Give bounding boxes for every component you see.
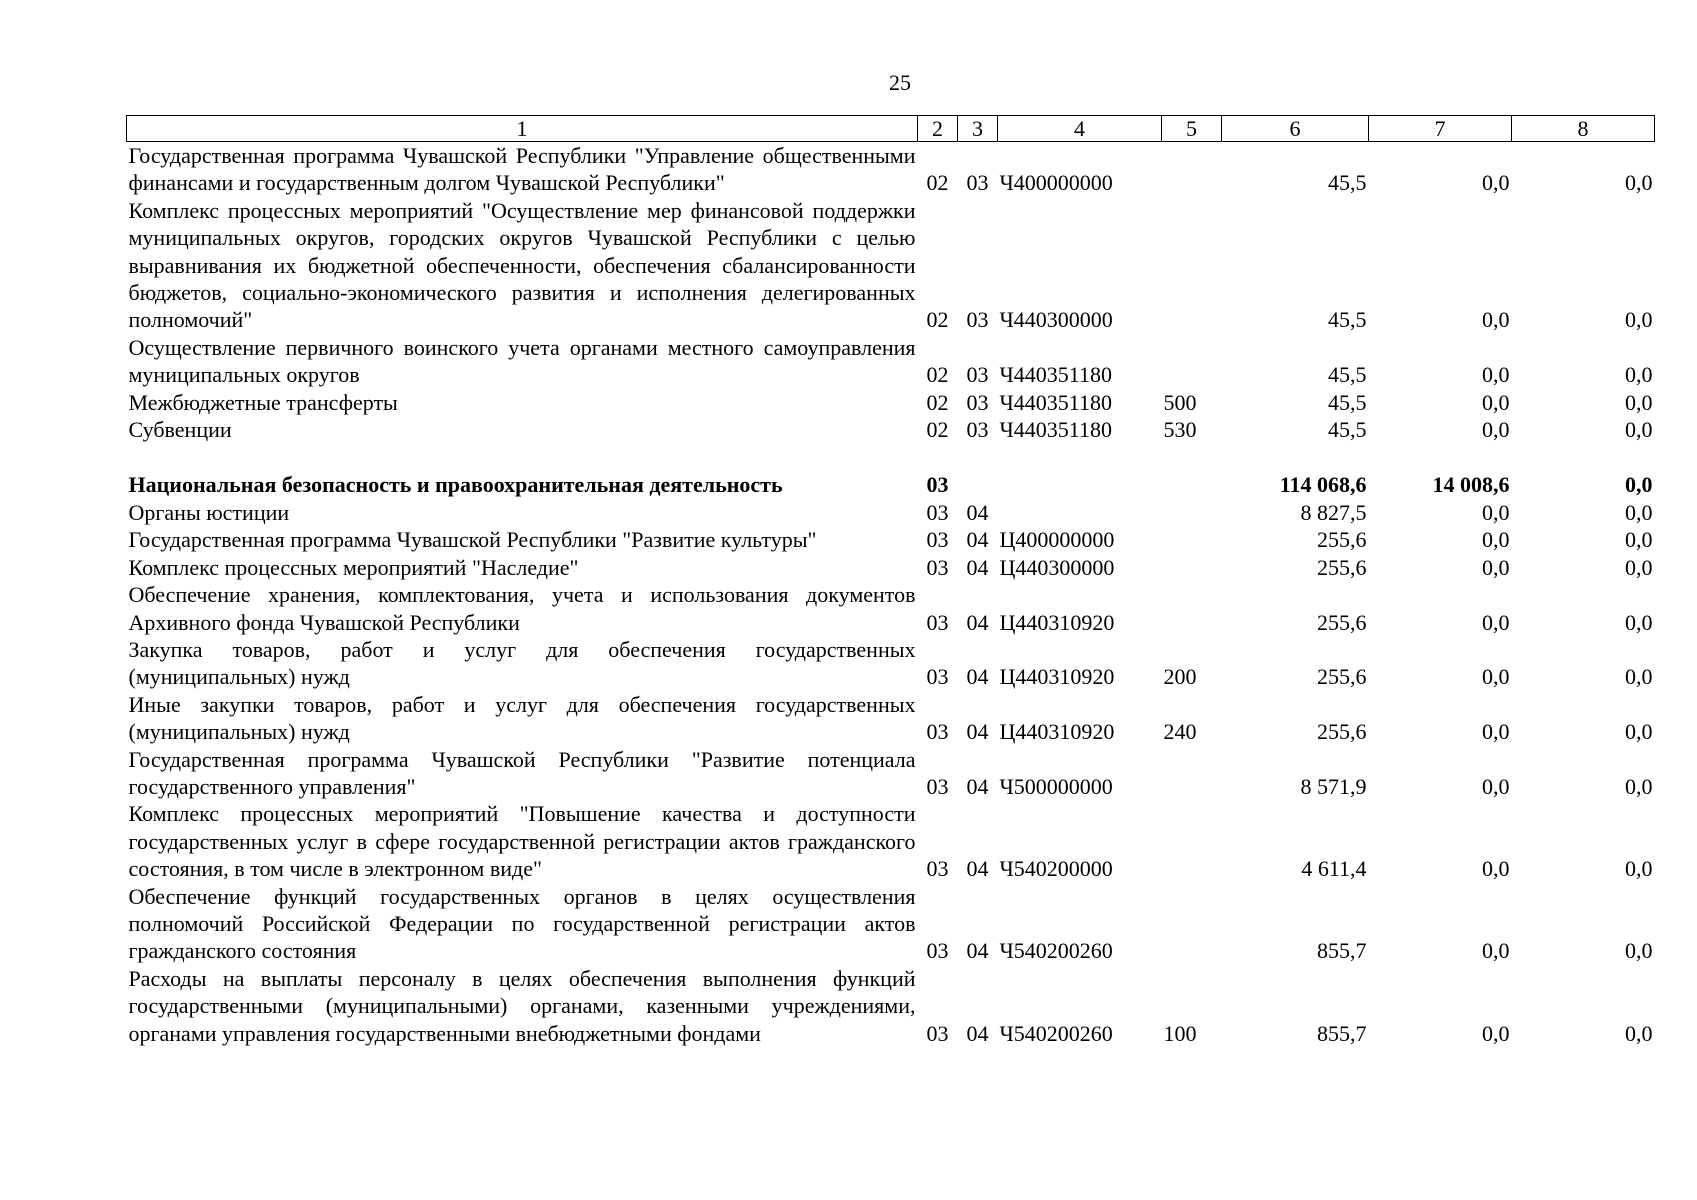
col-8: 0,0: [1625, 1020, 1653, 1046]
col-4: Ч540200000: [999, 856, 1113, 882]
header-cell: 2: [918, 116, 958, 142]
col-5: 200: [1163, 664, 1197, 690]
col-3: 04: [966, 664, 989, 690]
col-3: 03: [966, 307, 989, 333]
col-3: [958, 471, 998, 498]
col-8: 0,0: [1625, 938, 1653, 964]
col-5: [1162, 526, 1222, 553]
table-row: [127, 554, 1655, 581]
col-5: [1162, 581, 1222, 636]
col-3: 03: [966, 417, 989, 443]
col-6: 45,5: [1328, 417, 1367, 443]
col-3: 04: [966, 609, 989, 635]
col-7: 0,0: [1482, 417, 1510, 443]
col-3: 04: [966, 773, 989, 799]
row-name: Комплекс процессных мероприятий "Осуществление мер финансовой поддержки муниципальных округов, городских округов Чувашской Республики с целью выравнивания их бюджетной обеспеченности, обеспечения сбалансированности бюджетов, социально-экономического развития и исполнения делегированных полномочий": [128, 197, 916, 333]
header-cell: 4: [998, 116, 1162, 142]
col-4: Ц440310920: [999, 719, 1115, 745]
col-2: 02: [926, 170, 949, 196]
col-4: Ч440351180: [999, 417, 1112, 443]
col-6: 45,5: [1328, 170, 1367, 196]
col-8: 0,0: [1625, 362, 1653, 388]
col-5: [1162, 554, 1222, 581]
table-row: [127, 197, 1655, 334]
col-6: 8 827,5: [1300, 499, 1367, 525]
col-5: [1162, 334, 1222, 389]
col-5: 530: [1163, 417, 1197, 443]
col-2: 03: [926, 554, 949, 580]
col-8: 0,0: [1625, 856, 1653, 882]
table-row: [127, 142, 1655, 197]
table-row: [127, 636, 1655, 691]
col-7: 0,0: [1482, 389, 1510, 415]
table-row: [127, 691, 1655, 746]
col-8: 0,0: [1625, 609, 1653, 635]
col-2: 02: [926, 362, 949, 388]
col-6: 855,7: [1317, 938, 1367, 964]
col-6: 255,6: [1317, 719, 1367, 745]
col-4: Ч500000000: [999, 773, 1113, 799]
col-2: 03: [926, 719, 949, 745]
col-6: 114 068,6: [1279, 472, 1367, 498]
col-2: 03: [926, 664, 949, 690]
col-4: [998, 471, 1162, 498]
header-cell: 8: [1512, 116, 1655, 142]
row-name: Обеспечение хранения, комплектования, учета и использования документов Архивного фонда Чувашской Республики: [128, 582, 916, 635]
col-8: 0,0: [1625, 389, 1653, 415]
col-8: 0,0: [1625, 554, 1653, 580]
row-name: Государственная программа Чувашской Республики "Развитие культуры": [128, 527, 817, 553]
col-5: 240: [1163, 719, 1197, 745]
table-row: [127, 416, 1655, 443]
table-row: [127, 746, 1655, 801]
col-7: 0,0: [1482, 554, 1510, 580]
table-row: [127, 499, 1655, 526]
col-6: 855,7: [1317, 1020, 1367, 1046]
table-row: [127, 334, 1655, 389]
col-6: 45,5: [1328, 389, 1367, 415]
budget-table: [126, 115, 1655, 1047]
col-2: 02: [926, 389, 949, 415]
row-name: Государственная программа Чувашской Республики "Управление общественными финансами и государственным долгом Чувашской Республики": [128, 143, 916, 196]
col-5: [1162, 499, 1222, 526]
section-spacer: [127, 443, 1655, 471]
col-4: Ц440310920: [999, 609, 1115, 635]
row-name: Расходы на выплаты персоналу в целях обеспечения выполнения функций государственными (муниципальными) органами, казенными учреждениями, органами управления государственными внебюджетными фондами: [128, 965, 916, 1046]
header-cell: 1: [127, 116, 918, 142]
row-name: Комплекс процессных мероприятий "Повышение качества и доступности государственных услуг в сфере государственной регистрации актов гражданского состояния, в том числе в электронном виде": [128, 801, 916, 882]
row-name: Национальная безопасность и правоохранительная деятельность: [128, 472, 783, 498]
col-6: 255,6: [1317, 527, 1367, 553]
col-3: 03: [966, 170, 989, 196]
col-4: Ц440310920: [999, 664, 1115, 690]
header-row: [127, 116, 1655, 142]
row-name: Осуществление первичного воинского учета органами местного самоуправления муниципальных округов: [128, 334, 916, 388]
col-3: 03: [966, 362, 989, 388]
table-row: [127, 965, 1655, 1047]
row-name: Межбюджетные трансферты: [128, 389, 398, 415]
col-8: 0,0: [1625, 719, 1653, 745]
row-name: Закупка товаров, работ и услуг для обеспечения государственных (муниципальных) нужд: [128, 636, 916, 690]
row-name: Обеспечение функций государственных органов в целях осуществления полномочий Российской Федерации по государственной регистрации актов гражданского состояния: [128, 883, 916, 964]
row-name: Государственная программа Чувашской Республики "Развитие потенциала государственного управления": [128, 746, 916, 799]
col-5: [1162, 800, 1222, 882]
row-name: Органы юстиции: [128, 499, 290, 525]
page-number: 25: [889, 70, 911, 95]
col-3: 04: [966, 856, 989, 882]
col-6: 4 611,4: [1301, 856, 1367, 882]
col-2: 03: [926, 1020, 949, 1046]
col-2: 03: [926, 938, 949, 964]
col-7: 0,0: [1482, 1020, 1510, 1046]
col-4: Ц400000000: [999, 527, 1115, 553]
col-3: 04: [966, 499, 989, 525]
col-3: 03: [966, 389, 989, 415]
col-8: 0,0: [1625, 499, 1653, 525]
col-7: 0,0: [1482, 609, 1510, 635]
col-6: 45,5: [1328, 307, 1367, 333]
col-6: 255,6: [1317, 554, 1367, 580]
col-4: Ц440300000: [999, 554, 1115, 580]
col-6: 255,6: [1317, 664, 1367, 690]
col-5: [1162, 142, 1222, 197]
col-6: 45,5: [1328, 362, 1367, 388]
header-cell: 3: [958, 116, 998, 142]
col-5: 100: [1163, 1020, 1197, 1046]
header-cell: 5: [1162, 116, 1222, 142]
col-4: Ч400000000: [999, 170, 1113, 196]
col-7: 0,0: [1482, 527, 1510, 553]
col-8: 0,0: [1625, 773, 1653, 799]
col-2: 03: [926, 527, 949, 553]
table-row: [127, 883, 1655, 965]
col-5: [1162, 746, 1222, 801]
col-8: 0,0: [1625, 664, 1653, 690]
col-4: Ч540200260: [999, 938, 1113, 964]
col-4: Ч440300000: [999, 307, 1113, 333]
table-body: [127, 142, 1655, 1048]
row-name: Иные закупки товаров, работ и услуг для обеспечения государственных (муниципальных) нужд: [128, 691, 916, 745]
col-4: Ч440351180: [999, 362, 1112, 388]
col-6: 255,6: [1317, 609, 1367, 635]
col-8: 0,0: [1625, 417, 1653, 443]
col-7: 0,0: [1482, 499, 1510, 525]
col-7: 0,0: [1482, 170, 1510, 196]
col-2: 03: [926, 773, 949, 799]
table-row: [127, 581, 1655, 636]
col-3: 04: [966, 527, 989, 553]
col-2: 03: [926, 499, 949, 525]
spacer-cell: [127, 443, 1655, 471]
header-cell: 7: [1369, 116, 1512, 142]
col-8: 0,0: [1625, 472, 1653, 498]
col-8: 0,0: [1625, 307, 1653, 333]
col-5: [1162, 883, 1222, 965]
table-row: [127, 800, 1655, 882]
col-7: 0,0: [1482, 938, 1510, 964]
col-3: 04: [966, 938, 989, 964]
row-name: Комплекс процессных мероприятий "Наследие": [128, 554, 579, 580]
col-7: 0,0: [1482, 307, 1510, 333]
table-row: [127, 389, 1655, 416]
table-row: [127, 526, 1655, 553]
col-2: 02: [926, 417, 949, 443]
col-2: 03: [926, 472, 949, 498]
col-2: 03: [926, 609, 949, 635]
col-5: [1162, 197, 1222, 334]
col-6: 8 571,9: [1300, 773, 1367, 799]
col-3: 04: [966, 719, 989, 745]
col-7: 0,0: [1482, 719, 1510, 745]
col-4: [998, 499, 1162, 526]
header-cell: 6: [1222, 116, 1369, 142]
col-3: 04: [966, 554, 989, 580]
col-4: Ч540200260: [999, 1020, 1113, 1046]
col-2: 02: [926, 307, 949, 333]
col-7: 0,0: [1482, 773, 1510, 799]
col-5: 500: [1163, 389, 1197, 415]
col-8: 0,0: [1625, 527, 1653, 553]
col-8: 0,0: [1625, 170, 1653, 196]
col-5: [1162, 471, 1222, 498]
col-7: 0,0: [1482, 856, 1510, 882]
col-2: 03: [926, 856, 949, 882]
table-row: [127, 471, 1655, 498]
col-4: Ч440351180: [999, 389, 1112, 415]
col-3: 04: [966, 1020, 989, 1046]
row-name: Субвенции: [128, 417, 232, 443]
col-7: 0,0: [1482, 664, 1510, 690]
col-7: 0,0: [1482, 362, 1510, 388]
col-7: 14 008,6: [1432, 472, 1510, 498]
